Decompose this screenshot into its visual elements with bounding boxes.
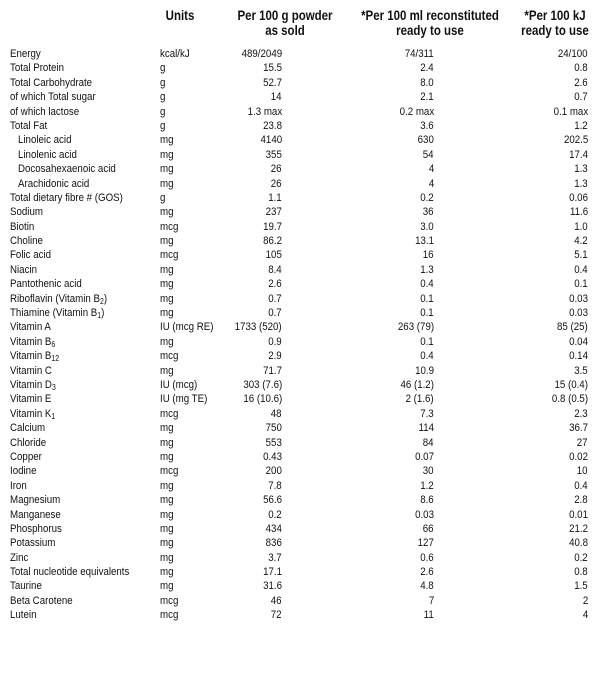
- value-per-100ml: 84: [423, 436, 434, 449]
- table-row: [0, 292, 608, 306]
- value-per-100kj: 2.6: [574, 76, 588, 89]
- value-per-100kj: 2.8: [574, 494, 588, 507]
- value-per-100g: 4140: [260, 134, 282, 147]
- value-per-100ml: 127: [417, 537, 434, 550]
- value-per-100kj: 24/100: [558, 48, 588, 60]
- value-per-100kj: 2: [582, 594, 588, 607]
- value-per-100ml: 0.6: [420, 551, 434, 564]
- table-row: [0, 349, 608, 363]
- value-per-100g: 0.2: [268, 508, 282, 521]
- value-per-100kj: 0.1: [574, 278, 588, 291]
- value-per-100kj: 0.01: [569, 508, 588, 521]
- value-per-100ml: 0.03: [415, 508, 434, 521]
- value-per-100g: 72: [271, 609, 282, 622]
- nutrient-name: Chloride: [10, 436, 47, 449]
- nutrient-unit: mcg: [160, 407, 179, 420]
- nutrient-unit: kcal/kJ: [160, 48, 190, 60]
- nutrient-unit: mg: [160, 235, 174, 248]
- value-per-100kj: 0.2: [574, 551, 588, 564]
- value-per-100g: 23.8: [263, 119, 282, 132]
- value-per-100g: 17.1: [263, 566, 282, 579]
- value-per-100g: 2.9: [268, 350, 282, 363]
- value-per-100ml: 4.8: [420, 580, 434, 593]
- table-header: [0, 8, 608, 48]
- value-per-100g: 303 (7.6): [243, 378, 282, 391]
- nutrient-name: of which Total sugar: [10, 91, 96, 104]
- nutrient-unit: mg: [160, 537, 174, 550]
- table-row: [0, 277, 608, 291]
- value-per-100kj: 85 (25): [557, 321, 588, 334]
- value-per-100kj: 3.5: [574, 364, 588, 377]
- value-per-100ml: 0.4: [420, 350, 434, 363]
- nutrient-unit: mg: [160, 450, 174, 463]
- nutrient-unit: mg: [160, 134, 174, 147]
- value-per-100kj: 1.3: [574, 163, 588, 176]
- value-per-100kj: 5.1: [574, 249, 588, 262]
- table-row: [0, 105, 608, 119]
- nutrient-unit: mg: [160, 551, 174, 564]
- table-row: [0, 522, 608, 536]
- value-per-100g: 8.4: [268, 263, 282, 276]
- value-per-100ml: 3.0: [420, 220, 434, 233]
- table-row: [0, 551, 608, 565]
- value-per-100g: 0.7: [268, 292, 282, 305]
- value-per-100g: 15.5: [263, 62, 282, 75]
- value-per-100kj: 36.7: [569, 422, 588, 435]
- table-row: [0, 594, 608, 608]
- nutrient-name: Pantothenic acid: [10, 278, 82, 291]
- nutrient-unit: mg: [160, 494, 174, 507]
- table-row: [0, 464, 608, 478]
- nutrient-unit: mg: [160, 278, 174, 291]
- table-row: [0, 162, 608, 176]
- value-per-100ml: 10.9: [415, 364, 434, 377]
- nutrient-name: Choline: [10, 235, 43, 248]
- nutrient-unit: mg: [160, 163, 174, 176]
- nutrient-unit: mg: [160, 508, 174, 521]
- value-per-100ml: 16: [423, 249, 434, 262]
- nutrient-unit: mcg: [160, 609, 179, 622]
- nutrient-name: of which lactose: [10, 105, 80, 118]
- table-row: [0, 479, 608, 493]
- nutrient-name: Vitamin $B_6$: [10, 335, 56, 349]
- table-row: [0, 508, 608, 522]
- table-row: [0, 392, 608, 406]
- value-per-100ml: 0.1: [420, 307, 434, 320]
- table-body: [0, 47, 608, 623]
- table-row: [0, 220, 608, 234]
- value-per-100ml: 2.6: [420, 566, 434, 579]
- nutrient-name: Copper: [10, 450, 42, 463]
- nutrient-name: Linolenic acid: [18, 148, 77, 161]
- value-per-100g: 7.8: [268, 479, 282, 492]
- value-per-100kj: 4: [582, 609, 588, 622]
- nutrient-unit: g: [160, 91, 166, 104]
- nutrient-unit: g: [160, 76, 166, 89]
- value-per-100kj: 1.5: [574, 580, 588, 593]
- value-per-100ml: 1.3: [420, 263, 434, 276]
- table-row: [0, 133, 608, 147]
- value-per-100ml: 7.3: [420, 407, 434, 420]
- nutrient-unit: mg: [160, 148, 174, 161]
- nutrient-unit: g: [160, 119, 166, 132]
- nutrient-name: Sodium: [10, 206, 43, 219]
- nutrient-unit: g: [160, 105, 166, 118]
- nutrient-unit: IU (mcg RE): [160, 321, 214, 334]
- nutrient-unit: mg: [160, 335, 174, 348]
- value-per-100g: 71.7: [263, 364, 282, 377]
- nutrient-unit: mg: [160, 522, 174, 535]
- table-row: [0, 148, 608, 162]
- value-per-100kj: 11.6: [569, 206, 588, 219]
- table-row: [0, 536, 608, 550]
- nutrient-name: Manganese: [10, 508, 61, 521]
- value-per-100ml: 3.6: [420, 119, 434, 132]
- value-per-100kj: 0.14: [569, 350, 588, 363]
- nutrient-unit: mcg: [160, 350, 179, 363]
- value-per-100ml: 0.2 max: [399, 105, 434, 118]
- value-per-100kj: 15 (0.4): [554, 378, 588, 391]
- value-per-100kj: 1.0: [574, 220, 588, 233]
- value-per-100g: 86.2: [263, 235, 282, 248]
- value-per-100ml: 0.4: [420, 278, 434, 291]
- value-per-100kj: 0.8: [574, 62, 588, 75]
- value-per-100ml: 4: [428, 163, 434, 176]
- nutrient-name: Vitamin E: [10, 393, 52, 406]
- value-per-100g: 52.7: [263, 76, 282, 89]
- table-row: [0, 335, 608, 349]
- nutrient-name: Potassium: [10, 537, 56, 550]
- nutrient-name: Total Carbohydrate: [10, 76, 93, 89]
- value-per-100ml: 0.07: [415, 450, 434, 463]
- value-per-100ml: 7: [428, 594, 434, 607]
- nutrient-name: Vitamin A: [10, 321, 51, 334]
- value-per-100ml: 36: [423, 206, 434, 219]
- value-per-100g: 16 (10.6): [243, 393, 282, 406]
- nutrient-name: Total nucleotide equivalents: [10, 566, 130, 579]
- value-per-100g: 14: [271, 91, 282, 104]
- nutrient-name: Riboflavin (Vitamin $B_2$): [10, 292, 108, 306]
- nutrient-name: Vitamin $K_1$: [10, 407, 56, 421]
- nutrient-name: Docosahexaenoic acid: [18, 163, 116, 176]
- nutrient-name: Folic acid: [10, 249, 52, 262]
- table-row: [0, 90, 608, 104]
- table-row: [0, 493, 608, 507]
- value-per-100ml: 30: [423, 465, 434, 478]
- value-per-100ml: 66: [423, 522, 434, 535]
- table-row: [0, 248, 608, 262]
- value-per-100kj: 40.8: [569, 537, 588, 550]
- value-per-100g: 750: [265, 422, 282, 435]
- nutrient-unit: mg: [160, 263, 174, 276]
- value-per-100g: 26: [271, 163, 282, 176]
- value-per-100kj: 27: [577, 436, 588, 449]
- value-per-100g: 2.6: [268, 278, 282, 291]
- value-per-100g: 48: [271, 407, 282, 420]
- nutrient-unit: mg: [160, 422, 174, 435]
- value-per-100g: 489/2049: [241, 48, 282, 60]
- nutrient-name: Vitamin C: [10, 364, 52, 377]
- table-row: [0, 436, 608, 450]
- value-per-100kj: 10: [577, 465, 588, 478]
- nutrient-name: Taurine: [10, 580, 42, 593]
- value-per-100ml: 1.2: [420, 479, 434, 492]
- value-per-100kj: 1.3: [574, 177, 588, 190]
- nutrient-unit: mcg: [160, 465, 179, 478]
- nutrient-unit: IU (mg TE): [160, 393, 208, 406]
- value-per-100g: 553: [265, 436, 282, 449]
- table-row: [0, 76, 608, 90]
- nutrient-unit: g: [160, 191, 166, 204]
- table-row: [0, 119, 608, 133]
- value-per-100kj: 0.06: [569, 191, 588, 204]
- nutrient-name: Magnesium: [10, 494, 61, 507]
- value-per-100kj: 0.7: [574, 91, 588, 104]
- value-per-100g: 0.7: [268, 307, 282, 320]
- value-per-100ml: 13.1: [415, 235, 434, 248]
- value-per-100g: 1.3 max: [247, 105, 282, 118]
- value-per-100ml: 2.4: [420, 62, 434, 75]
- table-row: [0, 205, 608, 219]
- value-per-100g: 3.7: [268, 551, 282, 564]
- value-per-100kj: 0.8: [574, 566, 588, 579]
- value-per-100ml: 0.1: [420, 292, 434, 305]
- value-per-100ml: 263 (79): [397, 321, 434, 334]
- header-per-100g-powder: Per 100 g powder as sold: [237, 7, 333, 38]
- value-per-100kj: 0.8 (0.5): [551, 393, 588, 406]
- value-per-100g: 19.7: [263, 220, 282, 233]
- value-per-100ml: 74/311: [405, 48, 434, 60]
- nutrient-unit: mg: [160, 580, 174, 593]
- value-per-100g: 1733 (520): [234, 321, 282, 334]
- value-per-100g: 836: [265, 537, 282, 550]
- value-per-100ml: 630: [417, 134, 434, 147]
- value-per-100kj: 21.2: [569, 522, 588, 535]
- nutrient-name: Energy: [10, 48, 41, 60]
- value-per-100g: 56.6: [263, 494, 282, 507]
- value-per-100ml: 2.1: [420, 91, 434, 104]
- nutrient-unit: g: [160, 62, 166, 75]
- nutrient-unit: mcg: [160, 220, 179, 233]
- table-row: [0, 234, 608, 248]
- table-row: [0, 608, 608, 622]
- nutrient-name: Zinc: [10, 551, 29, 564]
- value-per-100ml: 8.6: [420, 494, 434, 507]
- value-per-100g: 46: [271, 594, 282, 607]
- value-per-100kj: 202.5: [563, 134, 588, 147]
- nutrient-unit: mg: [160, 566, 174, 579]
- table-row: [0, 47, 608, 61]
- nutrient-name: Niacin: [10, 263, 38, 276]
- nutrient-unit: mg: [160, 307, 174, 320]
- table-row: [0, 407, 608, 421]
- nutrient-unit: mg: [160, 364, 174, 377]
- value-per-100g: 355: [265, 148, 282, 161]
- value-per-100ml: 8.0: [420, 76, 434, 89]
- nutrient-unit: mg: [160, 479, 174, 492]
- value-per-100ml: 0.2: [420, 191, 434, 204]
- nutrient-name: Thiamine (Vitamin $B_1$): [10, 307, 105, 321]
- value-per-100kj: 0.4: [574, 479, 588, 492]
- nutrient-unit: mcg: [160, 594, 179, 607]
- header-units: Units: [165, 7, 195, 23]
- table-row: [0, 364, 608, 378]
- value-per-100kj: 17.4: [569, 148, 588, 161]
- table-row: [0, 579, 608, 593]
- nutrient-name: Calcium: [10, 422, 46, 435]
- value-per-100ml: 54: [423, 148, 434, 161]
- value-per-100kj: 0.4: [574, 263, 588, 276]
- nutrient-name: Biotin: [10, 220, 35, 233]
- table-row: [0, 306, 608, 320]
- table-row: [0, 263, 608, 277]
- table-row: [0, 421, 608, 435]
- nutrient-name: Vitamin $D_3$: [10, 378, 56, 392]
- nutrient-unit: mg: [160, 177, 174, 190]
- table-row: [0, 320, 608, 334]
- value-per-100kj: 0.03: [569, 292, 588, 305]
- nutrient-unit: IU (mcg): [160, 378, 198, 391]
- value-per-100g: 237: [265, 206, 282, 219]
- value-per-100kj: 0.03: [569, 307, 588, 320]
- table-row: [0, 191, 608, 205]
- nutrient-unit: mg: [160, 292, 174, 305]
- value-per-100kj: 0.04: [569, 335, 588, 348]
- nutrient-name: Beta Carotene: [10, 594, 73, 607]
- table-row: [0, 378, 608, 392]
- value-per-100g: 31.6: [263, 580, 282, 593]
- value-per-100g: 0.9: [268, 335, 282, 348]
- nutrient-name: Total dietary fibre # (GOS): [10, 191, 123, 204]
- nutrient-name: Total Fat: [10, 119, 48, 132]
- nutrient-unit: mg: [160, 436, 174, 449]
- value-per-100ml: 114: [418, 422, 434, 435]
- nutrient-name: Vitamin $B_{12}$: [10, 350, 60, 364]
- header-per-100kj: *Per 100 kJ ready to use: [521, 7, 589, 38]
- value-per-100g: 1.1: [268, 191, 282, 204]
- table-row: [0, 450, 608, 464]
- value-per-100kj: 0.1 max: [553, 105, 588, 118]
- table-row: [0, 565, 608, 579]
- table-row: [0, 61, 608, 75]
- nutrient-name: Arachidonic acid: [18, 177, 90, 190]
- nutrient-unit: mg: [160, 206, 174, 219]
- header-per-100ml-reconstituted: *Per 100 ml reconstituted ready to use: [361, 7, 499, 38]
- nutrient-name: Phosphorus: [10, 522, 62, 535]
- value-per-100g: 0.43: [263, 450, 282, 463]
- value-per-100g: 434: [265, 522, 282, 535]
- value-per-100ml: 46 (1.2): [400, 378, 434, 391]
- value-per-100ml: 4: [428, 177, 434, 190]
- value-per-100kj: 0.02: [569, 450, 588, 463]
- value-per-100ml: 0.1: [420, 335, 434, 348]
- value-per-100kj: 1.2: [574, 119, 588, 132]
- value-per-100g: 105: [265, 249, 282, 262]
- value-per-100kj: 4.2: [574, 235, 588, 248]
- value-per-100g: 26: [271, 177, 282, 190]
- table-row: [0, 177, 608, 191]
- value-per-100ml: 2 (1.6): [405, 393, 434, 406]
- nutrient-unit: mcg: [160, 249, 179, 262]
- value-per-100g: 200: [265, 465, 282, 478]
- nutrient-name: Linoleic acid: [18, 134, 72, 147]
- nutrient-name: Iron: [10, 479, 27, 492]
- value-per-100kj: 2.3: [574, 407, 588, 420]
- nutrient-name: Iodine: [10, 465, 37, 478]
- value-per-100ml: 11: [423, 609, 434, 622]
- nutrient-name: Lutein: [10, 609, 37, 622]
- nutrient-name: Total Protein: [10, 62, 65, 75]
